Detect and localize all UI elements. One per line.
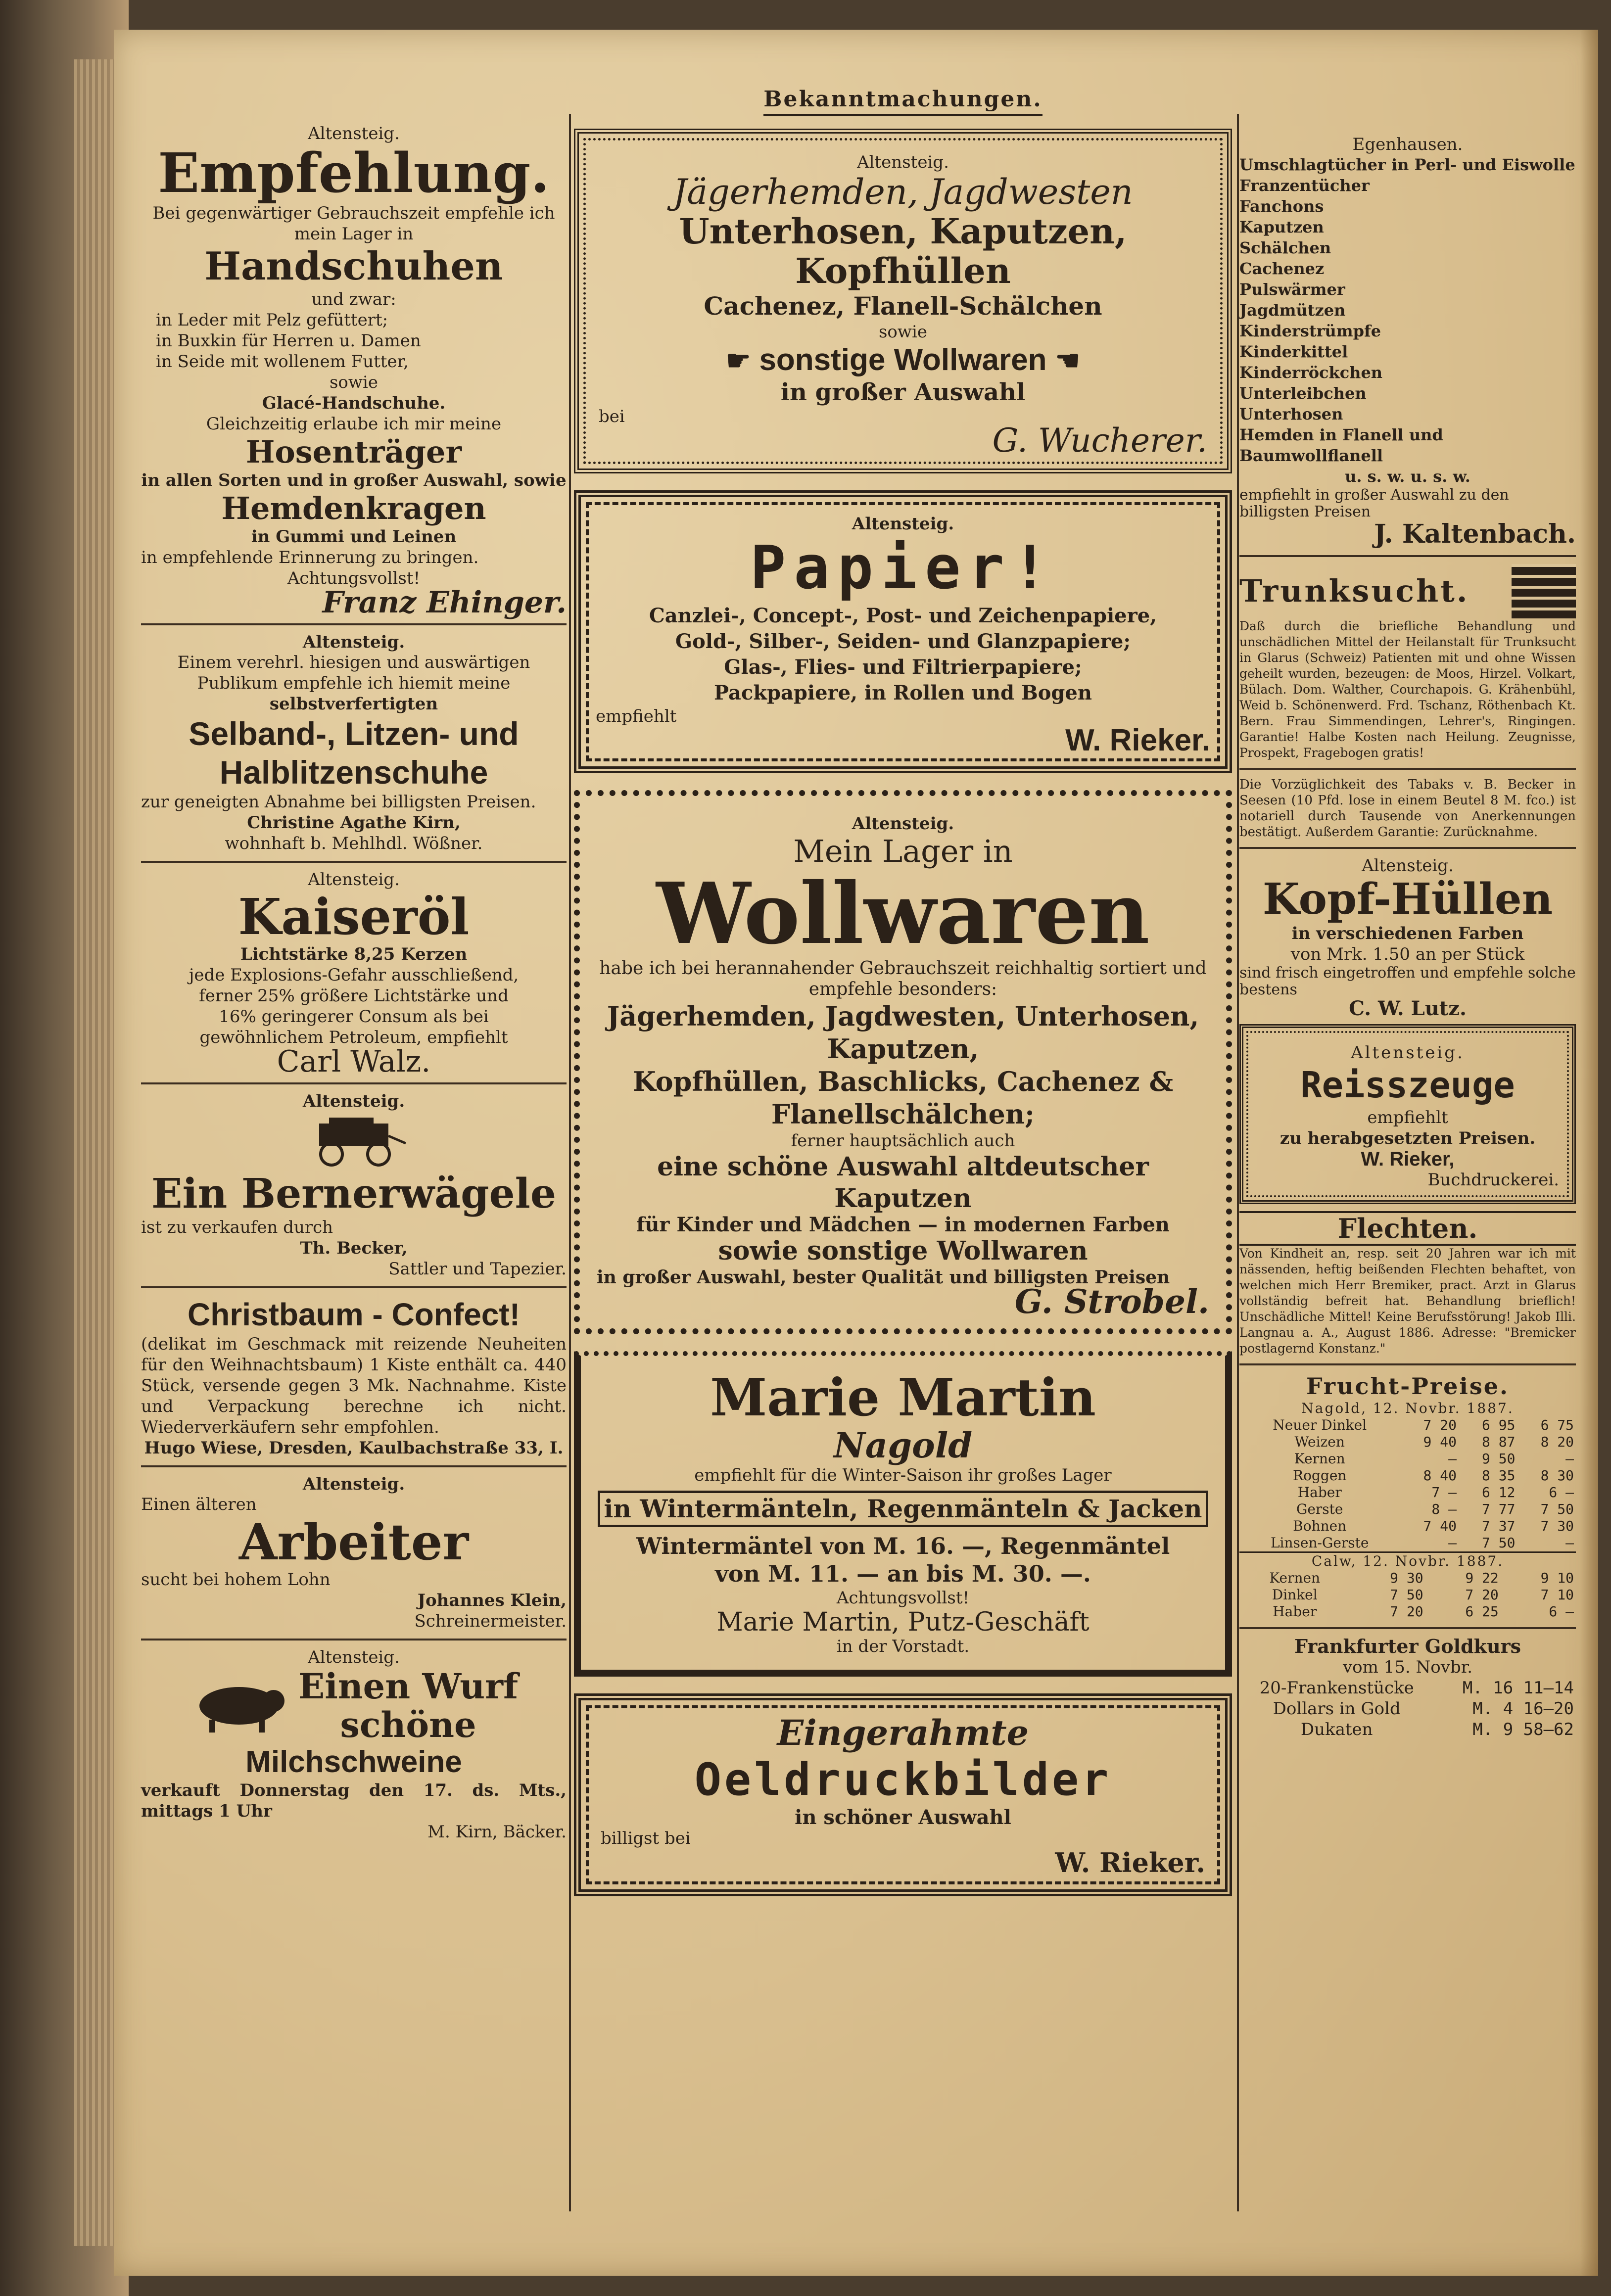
ad-text: Gold-, Silber-, Seiden- und Glanzpapiere; — [675, 630, 1131, 653]
item-list — [1239, 154, 1576, 487]
divider — [1239, 1627, 1576, 1629]
ad-text: zur geneigten Abnahme bei billigsten Preisen. — [141, 792, 536, 812]
ad-place: Altensteig. — [1362, 856, 1454, 876]
ad-headline: Papier! — [750, 534, 1056, 603]
ad-text: (delikat im Geschmack mit reizende Neuheiten für den Weihnachtsbaum) 1 Kiste enthält ca. 440 Stück, versende gegen 3 Mk. Nachnahme. Kiste und Verpackung berechne ich nicht. Wiederverkäufern sehr empfohlen. — [141, 1334, 567, 1437]
divider — [1239, 1363, 1576, 1365]
table-cell-value: 9 40 — [1423, 1434, 1457, 1450]
table-cell-value: 7 10 — [1540, 1587, 1574, 1603]
ad-text: in der Vorstadt. — [836, 1637, 970, 1656]
list-item: Umschlagtücher in Perl- und Eiswolle — [1239, 155, 1575, 174]
ad-signature: Th. Becker, — [300, 1238, 408, 1258]
ad-signature: Marie Martin, Putz-Geschäft — [716, 1607, 1090, 1637]
table-caption: vom 15. Novbr. — [1342, 1657, 1473, 1677]
ad-kirn-pigs — [141, 1647, 567, 1842]
ad-headline: Empfehlung. — [158, 141, 550, 205]
ad-text: Lichtstärke 8,25 Kerzen — [240, 944, 468, 964]
pig-header — [141, 1667, 567, 1744]
ad-lutz — [1239, 856, 1576, 1019]
price-table-nagold — [1239, 1417, 1576, 1551]
ad-tabak — [1239, 777, 1576, 840]
table-cell-label: Dinkel — [1272, 1587, 1318, 1603]
ad-text: sowie — [878, 322, 927, 342]
ad-text: in Buxkin für Herren u. Damen — [156, 331, 421, 351]
table-cell-label: Neuer Dinkel — [1273, 1417, 1367, 1433]
table-cell-label: Dollars in Gold — [1273, 1699, 1401, 1719]
ad-text: Gleichzeitig erlaube ich mir meine — [206, 414, 502, 434]
table-caption: Nagold, 12. Novbr. 1887. — [1301, 1400, 1514, 1416]
ad-text: in Seide mit wollenem Futter, — [156, 352, 409, 372]
ad-headline: Reisszeuge — [1300, 1064, 1515, 1106]
table-row — [1239, 1484, 1576, 1501]
ad-strobel — [574, 790, 1232, 1334]
pig-icon — [190, 1676, 288, 1735]
table-cell-value: M. 16 11—14 — [1462, 1678, 1574, 1698]
table-cell-value: — — [1448, 1451, 1457, 1467]
ad-text: 16% geringerer Consum als bei — [219, 1007, 489, 1027]
ad-text: in großer Auswahl, bester Qualität und billigsten Preisen — [597, 1267, 1170, 1288]
list-item: Cachenez — [1239, 259, 1325, 278]
ad-text: Cachenez, Flanell-Schälchen — [704, 291, 1102, 321]
ad-text: habe ich bei herannahender Gebrauchszeit reichhaltig sortiert und empfehle besonders: — [599, 958, 1207, 999]
ad-text: Von Kindheit an, resp. seit 20 Jahren war ich mit nässenden, heftig beißenden Flechten behaftet, von welchen mich Herr Bremiker, pract. Arzt in Glarus vollständig befreit hat. Behandlung brieflich! Unschädliche Mittel! Keine Berufsstörung! Jakob Illi. Langnau a. A., August 1886. Adresse: "Bremicker postlagernd Konstanz." — [1239, 1246, 1576, 1356]
ad-place: Altensteig. — [857, 152, 949, 172]
table-row — [1239, 1587, 1576, 1603]
ad-place: Altensteig. — [308, 124, 400, 143]
ad-text: und zwar: — [311, 289, 396, 309]
table-cell-label: Kernen — [1269, 1570, 1321, 1586]
ad-text: gewöhnlichem Petroleum, empfiehlt — [199, 1028, 508, 1047]
ad-text: in Gummi und Leinen — [251, 527, 457, 547]
ad-text: Einen älteren — [141, 1495, 257, 1514]
ad-text: empfiehlt in großer Auswahl zu den billigsten Preisen — [1239, 486, 1509, 520]
list-item: Kinderstrümpfe — [1239, 322, 1381, 340]
table-cell-value: 9 10 — [1540, 1570, 1574, 1586]
ad-text: in verschiedenen Farben — [1291, 924, 1524, 943]
table-cell-value: 7 50 — [1390, 1587, 1423, 1603]
ad-signature: M. Kirn, Bäcker. — [427, 1822, 567, 1842]
ad-place: Altensteig. — [308, 870, 400, 890]
section-title: Frucht-Preise. — [1306, 1373, 1510, 1400]
ad-text: sucht bei hohem Lohn — [141, 1570, 331, 1590]
ad-text: Daß durch die briefliche Behandlung und unschädlichen Mittel der Heilanstalt für Trunksucht in Glarus (Schweiz) Patienten mit und ohne Wissen geheilt wurden, bezeugen: de Moos, Hirzel. Volkart, Bülach. Dom. Walther, Courchapois. G. Krähenbühl, Weid b. Schönenwerd. Frd. Tschanz, Röthenbach Kt. Bern. Frau Simmendingen, Lehrer's, Ringingen. Garantie! Halbe Kosten nach Heilung. Zeugnisse, Prospekt, Fragebogen gratis! — [1239, 619, 1576, 760]
carriage-icon — [299, 1114, 408, 1168]
price-table-calw — [1239, 1570, 1576, 1620]
table-caption: Calw, 12. Novbr. 1887. — [1239, 1551, 1576, 1570]
column-rule-2 — [1237, 114, 1239, 2211]
ad-text: zu herabgesetzten Preisen. — [1279, 1128, 1536, 1148]
ad-wiese — [141, 1295, 567, 1458]
ad-signature: Carl Walz. — [277, 1044, 431, 1079]
ad-text: eine schöne Auswahl altdeutscher Kaputzen — [657, 1152, 1149, 1214]
table-cell-label: Bohnen — [1293, 1518, 1347, 1534]
table-cell-value: 6 — — [1549, 1484, 1574, 1500]
ad-signature: G. Wucherer. — [992, 422, 1207, 460]
table-cell-value: 7 30 — [1540, 1518, 1574, 1534]
table-row — [1239, 1570, 1576, 1587]
table-row — [1239, 1535, 1576, 1551]
section-title: Frankfurter Goldkurs — [1294, 1635, 1521, 1657]
ad-text: sowie sonstige Wollwaren — [718, 1236, 1088, 1266]
table-cell-value: 7 — — [1431, 1484, 1457, 1500]
ad-text: Kopfhüllen, Baschlicks, Cachenez & Flanellschälchen; — [632, 1066, 1174, 1130]
ad-rieker-papier — [574, 490, 1232, 773]
decorative-block-icon — [1512, 564, 1576, 618]
ad-place: Altensteig. — [302, 1474, 405, 1494]
ad-text: Sattler und Tapezier. — [388, 1259, 567, 1279]
divider — [1239, 847, 1576, 849]
ad-signature: Johannes Klein, — [417, 1591, 567, 1610]
ad-text: Die Vorzüglichkeit des Tabaks v. B. Becker in Seesen (10 Pfd. lose in einem Beutel 8 M. fco.) ist notariell durch Tausende von Anerkennungen bestätigt. Außerdem Garantie: Zurücknahme. — [1239, 777, 1576, 840]
table-cell-value: 8 20 — [1540, 1434, 1574, 1450]
list-item: Kinderkittel — [1239, 342, 1348, 361]
ad-signature: J. Kaltenbach. — [1374, 519, 1576, 549]
ad-becker — [141, 1091, 567, 1279]
ad-product: Handschuhen — [204, 244, 503, 289]
ad-headline: Kaiseröl — [238, 888, 470, 946]
divider — [141, 1082, 567, 1084]
ad-text: Einem verehrl. hiesigen und auswärtigen Publikum empfehle ich hiemit meine — [177, 653, 530, 693]
table-cell-value: M. 9 58—62 — [1472, 1720, 1574, 1739]
ad-product: Selband-, Litzen- und Halblitzenschuhe — [189, 715, 519, 791]
ad-wucherer — [574, 129, 1232, 473]
goldkurs — [1239, 1636, 1576, 1740]
ad-signature: C. W. Lutz. — [1349, 997, 1467, 1020]
table-cell-value: 8 40 — [1423, 1467, 1457, 1484]
ad-rieker-reisszeuge — [1239, 1024, 1576, 1204]
ad-signature: W. Rieker. — [1055, 1847, 1205, 1878]
ad-kaltenbach — [1239, 135, 1576, 548]
ad-text: verkauft Donnerstag den 17. ds. Mts., mittags 1 Uhr — [141, 1781, 567, 1821]
ad-place: Altensteig. — [302, 632, 405, 652]
table-cell-value: 6 12 — [1482, 1484, 1516, 1500]
list-item: Jagdmützen — [1239, 301, 1346, 320]
table-cell-value: 6 — — [1549, 1603, 1574, 1620]
ad-text: in Leder mit Pelz gefüttert; — [156, 310, 388, 330]
table-cell-value: 6 25 — [1465, 1603, 1499, 1620]
book-spine — [0, 0, 129, 2296]
ad-headline: Wollwaren — [656, 864, 1150, 963]
table-cell-value: 7 20 — [1390, 1603, 1423, 1620]
table-cell-value: M. 4 16—20 — [1472, 1699, 1574, 1719]
ad-headline: schöne — [340, 1704, 476, 1745]
ad-flechten — [1239, 1211, 1576, 1357]
table-cell-value: 6 95 — [1482, 1417, 1516, 1433]
section-header — [574, 87, 1232, 116]
ad-headline: Flechten. — [1239, 1211, 1576, 1246]
ad-text: Unterhosen, Kaputzen, Kopfhüllen — [679, 211, 1127, 291]
ad-place: Egenhausen. — [1352, 135, 1463, 154]
divider — [141, 861, 567, 863]
ad-signature: G. Strobel. — [1014, 1282, 1209, 1321]
section-title: Bekanntmachungen. — [763, 87, 1042, 116]
ad-text: Wintermäntel von M. 16. —, Regenmäntel — [636, 1533, 1170, 1559]
ad-text: sind frisch eingetroffen und empfehle solche bestens — [1239, 964, 1576, 998]
ad-rieker-bilder — [574, 1693, 1232, 1896]
list-item: Schälchen — [1239, 238, 1331, 257]
ad-text: sowie — [329, 373, 378, 392]
gold-table — [1239, 1678, 1576, 1740]
ad-text: Jägerhemden, Jagdwesten, Unterhosen, Kaputzen, — [607, 1000, 1199, 1065]
ad-product: Hosenträger — [245, 434, 462, 470]
table-cell-value: 8 87 — [1482, 1434, 1516, 1450]
ad-headline: Christbaum - Confect! — [188, 1297, 520, 1332]
table-cell-label: Kernen — [1294, 1451, 1345, 1467]
ad-headline: Ein Bernerwägele — [151, 1170, 557, 1218]
ad-text: von Mrk. 1.50 an per Stück — [1290, 944, 1525, 964]
ad-text: bei — [599, 407, 625, 426]
table-cell-label: Weizen — [1294, 1434, 1345, 1450]
ad-martin — [574, 1351, 1232, 1677]
column-left — [141, 119, 567, 1847]
ad-text: Achtungsvollst! — [836, 1588, 970, 1608]
table-cell-label: Linsen-Gerste — [1270, 1535, 1369, 1551]
table-cell-value: — — [1448, 1535, 1457, 1551]
table-cell-value: 9 50 — [1482, 1451, 1516, 1467]
table-cell-label: 20-Frankenstücke — [1259, 1678, 1414, 1698]
ad-product-line — [599, 342, 1207, 378]
ad-text: in schöner Auswahl — [795, 1806, 1011, 1829]
list-item: Franzentücher — [1239, 176, 1370, 195]
ad-headline: Trunksucht. — [1239, 573, 1469, 609]
ad-product: Hemdenkragen — [221, 490, 486, 526]
ad-text: Mein Lager in — [793, 833, 1013, 869]
ad-text: Jägerhemden, Jagdwesten — [673, 172, 1133, 212]
ad-headline: Marie Martin — [710, 1367, 1096, 1428]
table-cell-value: 8 — — [1431, 1501, 1457, 1517]
ad-text: Glacé-Handschuhe. — [262, 393, 446, 413]
ad-text: empfiehlt — [596, 706, 677, 726]
table-row — [1239, 1698, 1576, 1719]
ad-place: Altensteig. — [852, 514, 954, 534]
table-row — [1239, 1417, 1576, 1434]
ad-text: für Kinder und Mädchen — in modernen Farben — [636, 1213, 1170, 1236]
list-item: Unterhosen — [1239, 405, 1343, 423]
list-item: Kinderröckchen — [1239, 363, 1383, 382]
ad-kirn-shoes — [141, 632, 567, 854]
ad-headline: Kopf-Hüllen — [1262, 874, 1553, 924]
table-cell-label: Haber — [1273, 1603, 1317, 1620]
table-cell-value: 6 75 — [1540, 1417, 1574, 1433]
ad-text: ferner 25% größere Lichtstärke und — [199, 986, 509, 1006]
ad-headline: Arbeiter — [238, 1513, 469, 1571]
ad-headline: Oeldruckbilder — [694, 1754, 1112, 1806]
table-cell-value: — — [1565, 1535, 1574, 1551]
ad-klein — [141, 1474, 567, 1632]
ad-place: Altensteig. — [308, 1647, 400, 1667]
table-cell-value: 7 40 — [1423, 1518, 1457, 1534]
ad-text: Eingerahmte — [777, 1712, 1029, 1753]
table-cell-label: Dukaten — [1300, 1720, 1373, 1739]
ad-signature: Hugo Wiese, Dresden, Kaulbachstraße 33, I. — [144, 1438, 564, 1458]
list-item: Fanchons — [1239, 197, 1324, 216]
ad-text: empfiehlt — [1367, 1108, 1448, 1127]
ad-text: Canzlei-, Concept-, Post- und Zeichenpapiere, — [649, 604, 1157, 627]
ad-product: Milchschweine — [245, 1745, 462, 1779]
list-item: Kaputzen — [1239, 218, 1324, 236]
ad-ehinger — [141, 124, 567, 620]
ad-product: sonstige Wollwaren — [759, 343, 1047, 377]
divider — [141, 1286, 567, 1288]
table-cell-value: 7 20 — [1465, 1587, 1499, 1603]
table-cell-value: 7 50 — [1540, 1501, 1574, 1517]
divider — [141, 1465, 567, 1467]
table-row — [1239, 1501, 1576, 1518]
list-item: Pulswärmer — [1239, 280, 1345, 299]
ad-text: in empfehlende Erinnerung zu bringen. — [141, 548, 479, 567]
table-cell-value: 7 37 — [1482, 1518, 1516, 1534]
table-row — [1239, 1603, 1576, 1620]
table-cell-value: 9 30 — [1390, 1570, 1423, 1586]
table-cell-value: 9 22 — [1465, 1570, 1499, 1586]
ad-text: Packpapiere, in Rollen und Bogen — [714, 681, 1092, 704]
list-item: Unterleibchen — [1239, 384, 1367, 403]
ad-text: Achtungsvollst! — [287, 568, 421, 588]
ad-text: wohnhaft b. Mehlhdl. Wößner. — [225, 834, 483, 853]
ad-text: ist zu verkaufen durch — [141, 1218, 333, 1237]
ad-text: Nagold — [833, 1425, 973, 1466]
table-cell-label: Haber — [1297, 1484, 1342, 1500]
table-row — [1239, 1719, 1576, 1740]
table-cell-label: Roggen — [1293, 1467, 1347, 1484]
ad-place: Altensteig. — [852, 814, 954, 834]
frucht-preise — [1239, 1372, 1576, 1620]
ad-signature: Christine Agathe Kirn, — [247, 813, 461, 833]
ad-signature: W. Rieker, — [1361, 1148, 1455, 1170]
ad-place: Altensteig. — [302, 1091, 405, 1111]
carriage-image — [141, 1111, 567, 1171]
ad-text: Bei gegenwärtiger Gebrauchszeit empfehle ich mein Lager in — [152, 203, 555, 244]
table-row — [1239, 1451, 1576, 1467]
ad-text: in Wintermänteln, Regenmänteln & Jacken — [598, 1491, 1208, 1527]
ad-signature: Franz Ehinger. — [322, 585, 567, 620]
divider — [1239, 768, 1576, 770]
pointing-hand-icon: ☚ — [1055, 345, 1080, 376]
table-row — [1239, 1518, 1576, 1535]
table-cell-value: 7 20 — [1423, 1417, 1457, 1433]
table-cell-value: 8 30 — [1540, 1467, 1574, 1484]
ad-text: jede Explosions-Gefahr ausschließend, — [189, 965, 519, 985]
ad-place: Altensteig. — [1351, 1043, 1465, 1063]
divider — [141, 1639, 567, 1640]
divider — [141, 623, 567, 625]
ad-text: von M. 11. — an bis M. 30. —. — [715, 1560, 1091, 1587]
page-edge-shadow — [1580, 30, 1598, 2276]
ad-text: in allen Sorten und in großer Auswahl, sowie — [141, 470, 567, 490]
ad-text: selbstverfertigten — [269, 694, 438, 714]
ad-walz — [141, 870, 567, 1079]
ad-text: Buchdruckerei. — [1427, 1170, 1559, 1190]
ad-text: in großer Auswahl — [780, 378, 1026, 406]
column-rule-1 — [569, 114, 571, 2211]
list-item: Hemden in Flanell und Baumwollflanell — [1239, 425, 1443, 465]
pointing-hand-icon: ☛ — [726, 345, 751, 376]
divider — [1239, 555, 1576, 557]
table-cell-label: Gerste — [1296, 1501, 1343, 1517]
ad-text: Glas-, Flies- und Filtrierpapiere; — [724, 656, 1082, 679]
table-cell-value: 7 50 — [1482, 1535, 1516, 1551]
table-cell-value: — — [1565, 1451, 1574, 1467]
table-cell-value: 8 35 — [1482, 1467, 1516, 1484]
ad-text: billigst bei — [601, 1828, 691, 1848]
list-item: u. s. w. u. s. w. — [1345, 467, 1470, 486]
column-right — [1239, 130, 1576, 1745]
table-cell-value: 7 77 — [1482, 1501, 1516, 1517]
ad-text: empfiehlt für die Winter-Saison ihr großes Lager — [694, 1465, 1112, 1485]
table-row — [1239, 1467, 1576, 1484]
column-middle — [574, 129, 1232, 1901]
ad-text: Schreinermeister. — [414, 1611, 567, 1631]
ad-signature: W. Rieker. — [1065, 723, 1210, 757]
table-row — [1239, 1678, 1576, 1698]
ad-trunksucht — [1239, 564, 1576, 761]
table-row — [1239, 1434, 1576, 1451]
ad-text: ferner hauptsächlich auch — [791, 1131, 1015, 1151]
ad-headline: Einen Wurf — [298, 1666, 519, 1707]
